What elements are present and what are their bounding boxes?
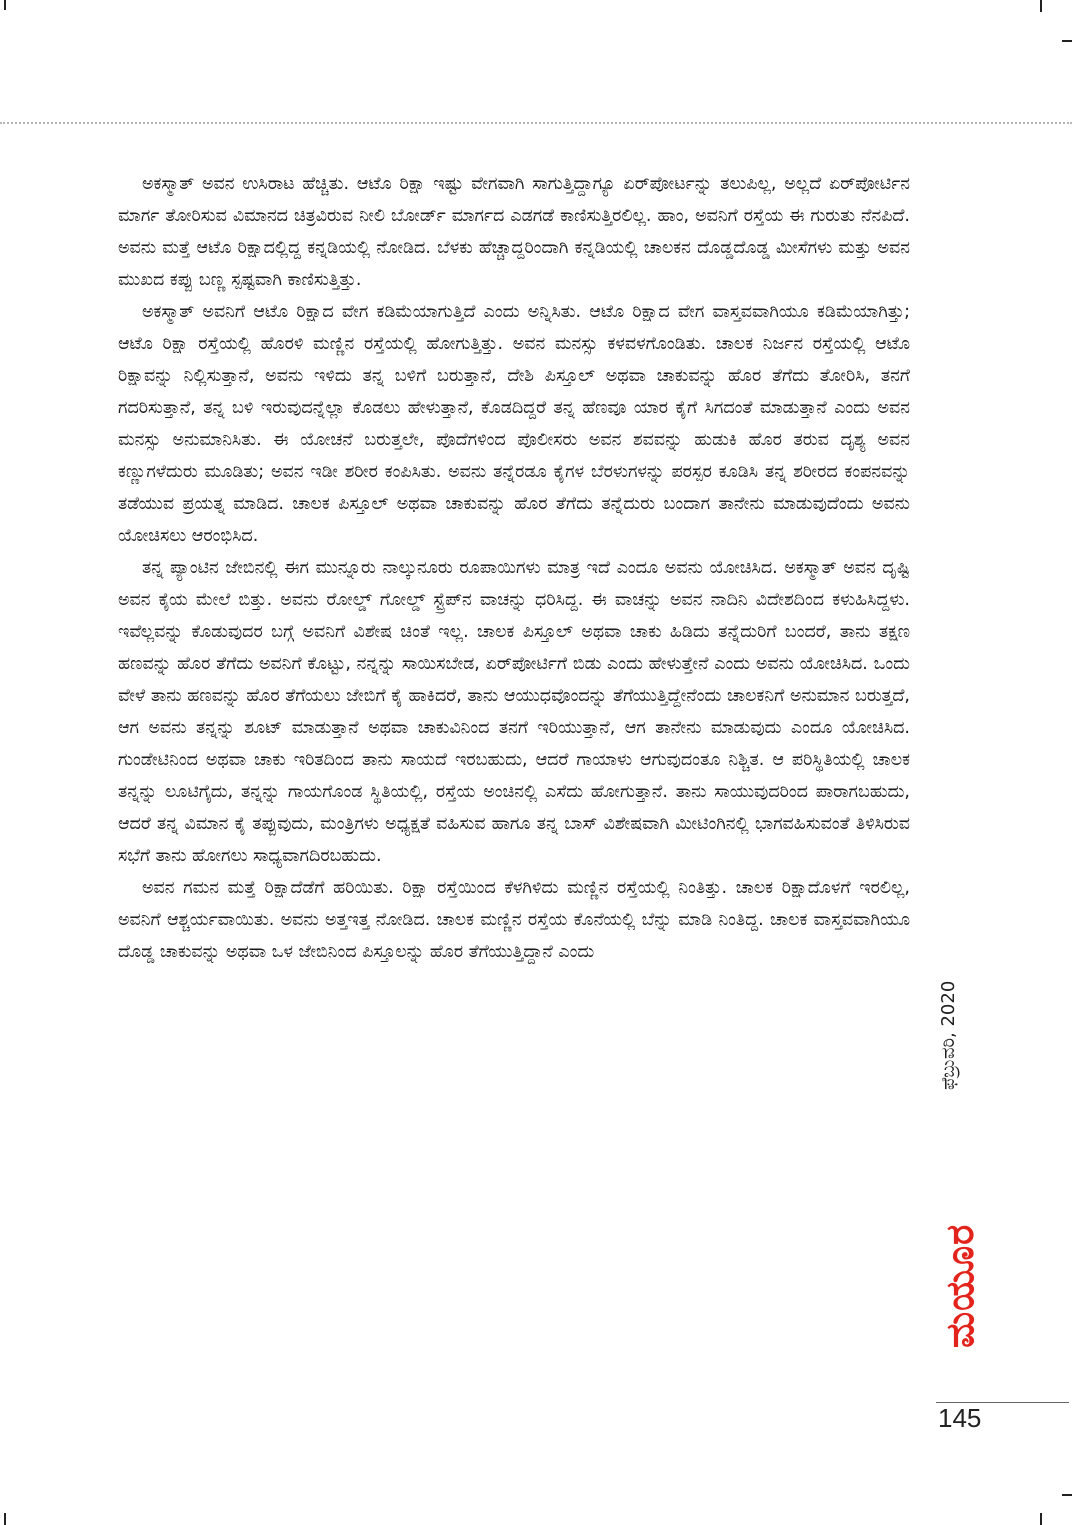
paragraph: ಅಕಸ್ಮಾತ್ ಅವನಿಗೆ ಆಟೊ ರಿಕ್ಷಾದ ವೇಗ ಕಡಿಮೆಯಾಗುತ್ತಿದೆ ಎಂದು ಅನ್ನಿಸಿತು. ಆಟೊ ರಿಕ್ಷಾದ ವೇಗ ವಾಸ್ತವವಾಗಿಯೂ ಕಡಿಮೆಯಾಗಿತ್ತು; ಆಟೊ ರಿಕ್ಷಾ ರಸ್ತೆಯಲ್ಲಿ ಹೊರಳಿ ಮಣ್ಣಿನ ರಸ್ತೆಯಲ್ಲಿ ಹೋಗುತ್ತಿತ್ತು. ಅವನ ಮನಸ್ಸು ಕಳವಳಗೊಂಡಿತು. ಚಾಲಕ ನಿರ್ಜನ ರಸ್ತೆಯಲ್ಲಿ ಆಟೊ ರಿಕ್ಷಾವನ್ನು ನಿಲ್ಲಿಸುತ್ತಾನೆ, ಅವನು ಇಳಿದು ತನ್ನ ಬಳಿಗೆ ಬರುತ್ತಾನೆ, ದೇಶಿ ಪಿಸ್ತೂಲ್ ಅಥವಾ ಚಾಕುವನ್ನು ಹೊರ ತೆಗೆದು ತೋರಿಸಿ, ತನಗೆ ಗದರಿಸುತ್ತಾನೆ, ತನ್ನ ಬಳಿ ಇರುವುದನ್ನೆಲ್ಲಾ ಕೊಡಲು ಹೇಳುತ್ತಾನೆ, ಕೊಡದಿದ್ದರೆ ತನ್ನ ಹೆಣವೂ ಯಾರ ಕೈಗೆ ಸಿಗದಂತೆ ಮಾಡುತ್ತಾನೆ ಎಂದು ಅವನ ಮನಸ್ಸು ಅನುಮಾನಿಸಿತು. ಈ ಯೋಚನೆ ಬರುತ್ತಲೇ, ಪೊದೆಗಳಿಂದ ಪೊಲೀಸರು ಅವನ ಶವವನ್ನು ಹುಡುಕಿ ಹೊರ ತರುವ ದೃಶ್ಯ ಅವನ ಕಣ್ಣುಗಳೆದುರು ಮೂಡಿತು; ಅವನ ಇಡೀ ಶರೀರ ಕಂಪಿಸಿತು. ಅವನು ತನ್ನೆರಡೂ ಕೈಗಳ ಬೆರಳುಗಳನ್ನು ಪರಸ್ಪರ ಕೂಡಿಸಿ ತನ್ನ ಶರೀರದ ಕಂಪನವನ್ನು ತಡೆಯುವ ಪ್ರಯತ್ನ ಮಾಡಿದ. ಚಾಲಕ ಪಿಸ್ತೂಲ್ ಅಥವಾ ಚಾಕುವನ್ನು ಹೊರ ತೆಗೆದು ತನ್ನೆದುರು ಬಂದಾಗ ತಾನೇನು ಮಾಡುವುದೆಂದು ಅವನು ಯೋಚಿಸಲು ಆರಂಭಿಸಿದ. [118, 302, 910, 546]
magazine-logo: ಮಯೂರ [938, 1223, 982, 1348]
article-body [118, 168, 910, 968]
header-dotted-rule [0, 122, 1072, 124]
crop-mark-right-upper [1062, 40, 1072, 42]
crop-mark-top-left [4, 0, 6, 10]
crop-mark-top-right [1040, 0, 1042, 12]
paragraph: ಅಕಸ್ಮಾತ್ ಅವನ ಉಸಿರಾಟ ಹೆಚ್ಚಿತು. ಆಟೊ ರಿಕ್ಷಾ ಇಷ್ಟು ವೇಗವಾಗಿ ಸಾಗುತ್ತಿದ್ದಾಗ್ಯೂ ಏರ್‌ಪೋರ್ಟನ್ನು ತಲುಪಿಲ್ಲ, ಅಲ್ಲದೆ ಏರ್‌ಪೋರ್ಟಿನ ಮಾರ್ಗ ತೋರಿಸುವ ವಿಮಾನದ ಚಿತ್ರವಿರುವ ನೀಲಿ ಬೋರ್ಡ್ ಮಾರ್ಗದ ಎಡಗಡೆ ಕಾಣಿಸುತ್ತಿರಲಿಲ್ಲ. ಹಾಂ, ಅವನಿಗೆ ರಸ್ತೆಯ ಈ ಗುರುತು ನೆನಪಿದೆ. ಅವನು ಮತ್ತೆ ಆಟೊ ರಿಕ್ಷಾದಲ್ಲಿದ್ದ ಕನ್ನಡಿಯಲ್ಲಿ ನೋಡಿದ. ಬೆಳಕು ಹೆಚ್ಚಾದ್ದರಿಂದಾಗಿ ಕನ್ನಡಿಯಲ್ಲಿ ಚಾಲಕನ ದೊಡ್ಡದೊಡ್ಡ ಮೀಸೆಗಳು ಮತ್ತು ಅವನ ಮುಖದ ಕಪ್ಪು ಬಣ್ಣ ಸ್ಪಷ್ಟವಾಗಿ ಕಾಣಿಸುತ್ತಿತ್ತು. [118, 174, 910, 290]
page-number: 145 [938, 1403, 982, 1433]
paragraph: ಅವನ ಗಮನ ಮತ್ತೆ ರಿಕ್ಷಾದೆಡೆಗೆ ಹರಿಯಿತು. ರಿಕ್ಷಾ ರಸ್ತೆಯಿಂದ ಕೆಳಗಿಳಿದು ಮಣ್ಣಿನ ರಸ್ತೆಯಲ್ಲಿ ನಿಂತಿತ್ತು. ಚಾಲಕ ರಿಕ್ಷಾದೊಳಗೆ ಇರಲಿಲ್ಲ, ಅವನಿಗೆ ಆಶ್ಚರ್ಯವಾಯಿತು. ಅವನು ಅತ್ತಇತ್ತ ನೋಡಿದ. ಚಾಲಕ ಮಣ್ಣಿನ ರಸ್ತೆಯ ಕೊನೆಯಲ್ಲಿ ಬೆನ್ನು ಮಾಡಿ ನಿಂತಿದ್ದ. ಚಾಲಕ ವಾಸ್ತವವಾಗಿಯೂ ದೊಡ್ಡ ಚಾಕುವನ್ನು ಅಥವಾ ಒಳ ಜೇಬಿನಿಂದ ಪಿಸ್ತೂಲನ್ನು ಹೊರ ತೆಗೆಯುತ್ತಿದ್ದಾನೆ ಎಂದು [118, 878, 910, 962]
crop-mark-bottom-left [4, 1513, 6, 1525]
issue-date: ಫೆಬ್ರುವರಿ, 2020 [938, 980, 959, 1090]
crop-mark-bottom-right [1040, 1513, 1042, 1525]
paragraph: ತನ್ನ ಪ್ಯಾಂಟಿನ ಜೇಬಿನಲ್ಲಿ ಈಗ ಮುನ್ನೂರು ನಾಲ್ಕುನೂರು ರೂಪಾಯಿಗಳು ಮಾತ್ರ ಇದೆ ಎಂದೂ ಅವನು ಯೋಚಿಸಿದ. ಅಕಸ್ಮಾತ್ ಅವನ ದೃಷ್ಟಿ ಅವನ ಕೈಯ ಮೇಲೆ ಬಿತ್ತು. ಅವನು ರೋಲ್ಡ್ ಗೋಲ್ಡ್ ಸ್ಟ್ರೆಪ್‌ನ ವಾಚನ್ನು ಧರಿಸಿದ್ದ. ಈ ವಾಚನ್ನು ಅವನ ನಾದಿನಿ ವಿದೇಶದಿಂದ ಕಳುಹಿಸಿದ್ದಳು. ಇವೆಲ್ಲವನ್ನು ಕೊಡುವುದರ ಬಗ್ಗೆ ಅವನಿಗೆ ವಿಶೇಷ ಚಿಂತೆ ಇಲ್ಲ. ಚಾಲಕ ಪಿಸ್ತೂಲ್ ಅಥವಾ ಚಾಕು ಹಿಡಿದು ತನ್ನೆದುರಿಗೆ ಬಂದರೆ, ತಾನು ತಕ್ಷಣ ಹಣವನ್ನು ಹೊರ ತೆಗೆದು ಅವನಿಗೆ ಕೊಟ್ಟು, ನನ್ನನ್ನು ಸಾಯಿಸಬೇಡ, ಏರ್‌ಪೋರ್ಟಿಗೆ ಬಿಡು ಎಂದು ಹೇಳುತ್ತೇನೆ ಎಂದು ಅವನು ಯೋಚಿಸಿದ. ಒಂದು ವೇಳೆ ತಾನು ಹಣವನ್ನು ಹೊರ ತೆಗೆಯಲು ಜೇಬಿಗೆ ಕೈ ಹಾಕಿದರೆ, ತಾನು ಆಯುಧವೊಂದನ್ನು ತೆಗೆಯುತ್ತಿದ್ದೇನೆಂದು ಚಾಲಕನಿಗೆ ಅನುಮಾನ ಬರುತ್ತದೆ, ಆಗ ಅವನು ತನ್ನನ್ನು ಶೂಟ್ ಮಾಡುತ್ತಾನೆ ಅಥವಾ ಚಾಕುವಿನಿಂದ ತನಗೆ ಇರಿಯುತ್ತಾನೆ, ಆಗ ತಾನೇನು ಮಾಡುವುದು ಎಂದೂ ಯೋಚಿಸಿದ. ಗುಂಡೇಟಿನಿಂದ ಅಥವಾ ಚಾಕು ಇರಿತದಿಂದ ತಾನು ಸಾಯದೆ ಇರಬಹುದು, ಆದರೆ ಗಾಯಾಳು ಆಗುವುದಂತೂ ನಿಶ್ಚಿತ. ಆ ಪರಿಸ್ಥಿತಿಯಲ್ಲಿ ಚಾಲಕ ತನ್ನನ್ನು ಲೂಟಿಗೈದು, ತನ್ನನ್ನು ಗಾಯಗೊಂಡ ಸ್ಥಿತಿಯಲ್ಲಿ, ರಸ್ತೆಯ ಅಂಚಿನಲ್ಲಿ ಎಸೆದು ಹೋಗುತ್ತಾನೆ. ತಾನು ಸಾಯುವುದರಿಂದ ಪಾರಾಗಬಹುದು, ಆದರೆ ತನ್ನ ವಿಮಾನ ಕೈ ತಪ್ಪುವುದು, ಮಂತ್ರಿಗಳು ಅಧ್ಯಕ್ಷತೆ ವಹಿಸುವ ಹಾಗೂ ತನ್ನ ಬಾಸ್ ವಿಶೇಷವಾಗಿ ಮೀಟಿಂಗಿನಲ್ಲಿ ಭಾಗವಹಿಸುವಂತೆ ತಿಳಿಸಿರುವ ಸಭೆಗೆ ತಾನು ಹೋಗಲು ಸಾಧ್ಯವಾಗದಿರಬಹುದು. [118, 558, 910, 866]
crop-mark-right-lower [1062, 1494, 1072, 1496]
